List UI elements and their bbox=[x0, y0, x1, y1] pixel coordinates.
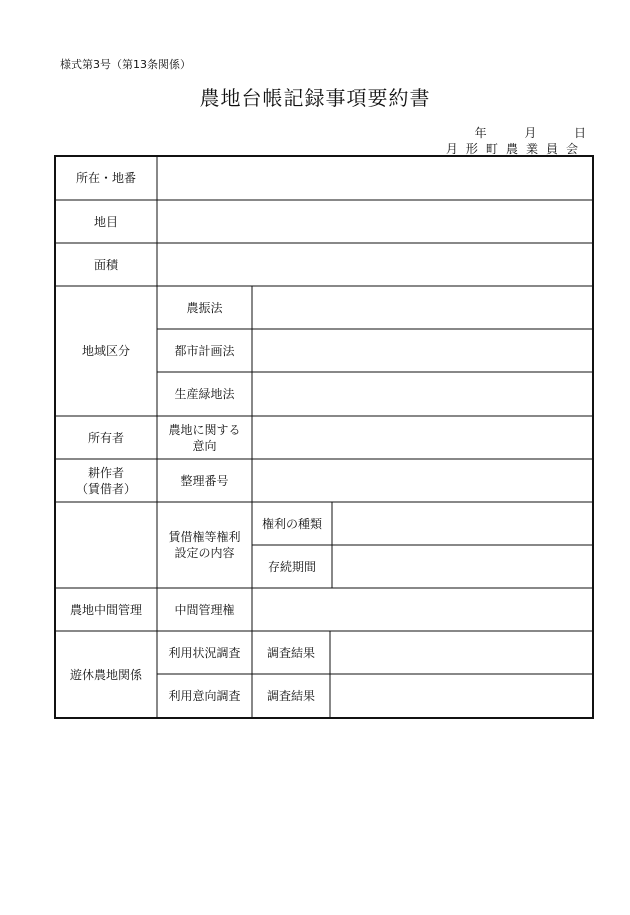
survey-result-label: 調査結果 bbox=[266, 689, 315, 703]
area-label: 面積 bbox=[93, 257, 118, 272]
land-category-label: 地目 bbox=[93, 214, 118, 229]
location-label: 所在・地番 bbox=[75, 171, 136, 185]
zoning-city-planning-label: 都市計画法 bbox=[174, 343, 235, 358]
usage-intent-survey-label: 利用意向調査 bbox=[168, 689, 241, 703]
intermediary-management-label: 農地中間管理 bbox=[69, 602, 142, 617]
owner-intention-label: 農地に関する 意向 bbox=[168, 422, 241, 453]
organization-char: 員 bbox=[545, 142, 558, 156]
reference-number-label: 整理番号 bbox=[180, 473, 229, 488]
organization-char: 町 bbox=[485, 142, 498, 156]
intermediary-right-label: 中間管理権 bbox=[174, 602, 235, 617]
zoning-productive-green-label: 生産緑地法 bbox=[174, 387, 235, 401]
date-month-label: 月 bbox=[524, 126, 537, 140]
duration-label: 存続期間 bbox=[267, 559, 316, 574]
zoning-ag-promotion-label: 農振法 bbox=[186, 300, 223, 315]
lease-rights-label: 賃借権等権利 設定の内容 bbox=[168, 530, 241, 560]
organization-char: 会 bbox=[565, 142, 578, 156]
idle-farmland-label: 遊休農地関係 bbox=[69, 667, 142, 682]
organization-char: 月 bbox=[445, 142, 458, 156]
date-day-label: 日 bbox=[573, 126, 586, 140]
zoning-label: 地域区分 bbox=[81, 344, 130, 358]
organization-char: 形 bbox=[465, 142, 478, 156]
document-title: 農地台帳記録事項要約書 bbox=[199, 86, 431, 110]
organization-char: 業 bbox=[525, 142, 538, 156]
right-type-label: 権利の種類 bbox=[261, 516, 322, 531]
usage-survey-label: 利用状況調査 bbox=[168, 645, 241, 660]
date-year-label: 年 bbox=[474, 126, 487, 140]
cultivator-label: 耕作者 （賃借者） bbox=[75, 465, 136, 496]
form-number-label: 様式第3号（第13条関係） bbox=[60, 58, 191, 71]
owner-label: 所有者 bbox=[87, 430, 124, 445]
organization-char: 農 bbox=[505, 142, 518, 156]
survey-result-label: 調査結果 bbox=[266, 645, 315, 660]
